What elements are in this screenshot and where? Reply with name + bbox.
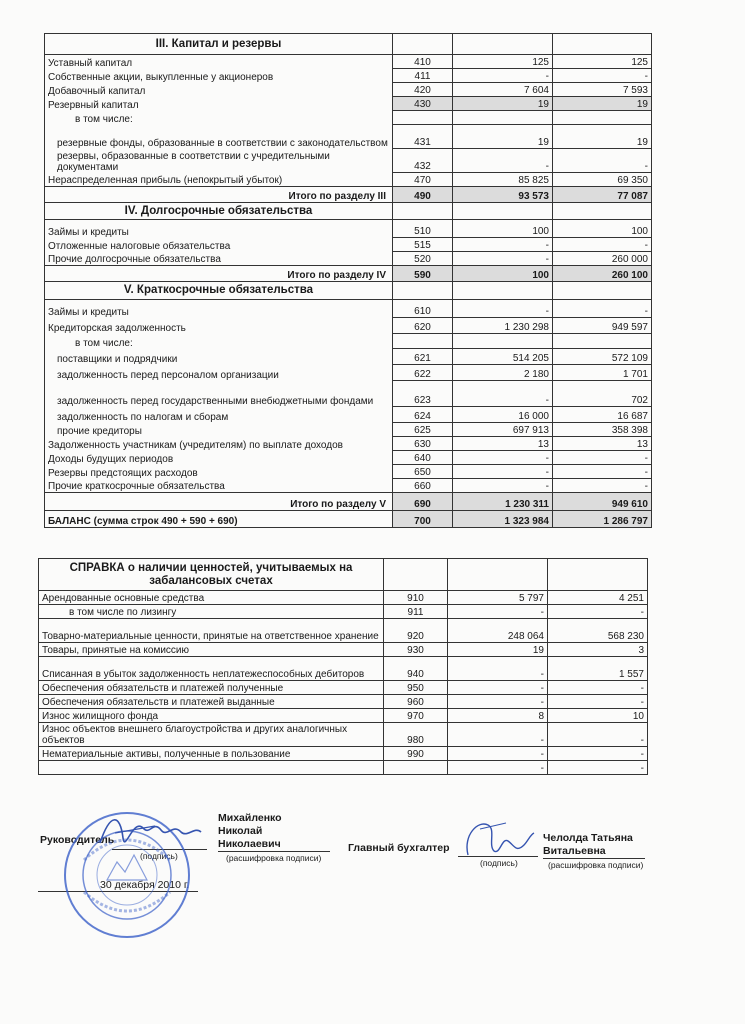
row-name: задолженность по налогам и сборам xyxy=(45,407,393,423)
row-name: Обеспечения обязательств и платежей полученные xyxy=(39,681,384,695)
empty-cell xyxy=(453,203,553,220)
table-row xyxy=(39,681,648,695)
table-row xyxy=(39,761,648,775)
row-name: Уставный капитал xyxy=(45,55,393,69)
row-value-end: 69 350 xyxy=(553,173,652,187)
row-code: 470 xyxy=(393,173,453,187)
row-name: Добавочный капитал xyxy=(45,83,393,97)
row-name: Нематериальные активы, полученные в пользование xyxy=(39,747,384,761)
table-row xyxy=(45,125,652,149)
row-value-start: - xyxy=(453,252,553,266)
row-name: Займы и кредиты xyxy=(45,220,393,238)
head-signature-caption: (подпись) xyxy=(140,851,178,861)
row-value-start: 19 xyxy=(453,125,553,149)
row-value-start: - xyxy=(448,695,548,709)
row-name xyxy=(39,761,384,775)
row-value-start: 7 604 xyxy=(453,83,553,97)
row-code: 911 xyxy=(384,605,448,619)
row-value-start: 248 064 xyxy=(448,619,548,643)
accountant-signature xyxy=(458,815,538,863)
row-name: Резервы предстоящих расходов xyxy=(45,465,393,479)
empty-cell xyxy=(393,282,453,300)
total-label: Итого по разделу III xyxy=(45,187,393,203)
row-name: прочие кредиторы xyxy=(45,423,393,437)
row-value-end: 358 398 xyxy=(553,423,652,437)
row-value-start: 1 230 298 xyxy=(453,318,553,334)
row-name: Износ объектов внешнего благоустройства и других аналогичных объектов xyxy=(39,723,384,747)
row-value-end: - xyxy=(553,479,652,493)
empty-cell xyxy=(453,282,553,300)
row-value-start xyxy=(453,334,553,349)
row-name: Собственные акции, выкупленные у акционеров xyxy=(45,69,393,83)
row-code: 990 xyxy=(384,747,448,761)
row-value-start: 125 xyxy=(453,55,553,69)
row-value-start: - xyxy=(448,657,548,681)
row-value-end: - xyxy=(548,681,648,695)
total-value-start: 93 573 xyxy=(453,187,553,203)
row-code: 930 xyxy=(384,643,448,657)
section5-header-row xyxy=(45,282,652,300)
off-balance-reference-table xyxy=(38,558,648,775)
row-code: 660 xyxy=(393,479,453,493)
empty-cell xyxy=(393,203,453,220)
accountant-decode-caption: (расшифровка подписи) xyxy=(548,860,644,870)
total-value-end: 260 100 xyxy=(553,266,652,282)
row-value-start xyxy=(453,111,553,125)
row-value-end: - xyxy=(548,747,648,761)
table-row xyxy=(45,238,652,252)
row-value-end: - xyxy=(548,761,648,775)
row-value-end: - xyxy=(548,695,648,709)
balance-code: 700 xyxy=(393,511,453,528)
row-value-end: 4 251 xyxy=(548,591,648,605)
table-row xyxy=(45,252,652,266)
row-name: Прочие краткосрочные обязательства xyxy=(45,479,393,493)
row-value-end: 260 000 xyxy=(553,252,652,266)
empty-cell xyxy=(448,559,548,591)
row-code: 950 xyxy=(384,681,448,695)
row-value-end: 3 xyxy=(548,643,648,657)
empty-cell xyxy=(393,34,453,55)
row-value-start: - xyxy=(453,451,553,465)
row-value-start: 697 913 xyxy=(453,423,553,437)
row-value-end: 10 xyxy=(548,709,648,723)
row-code: 520 xyxy=(393,252,453,266)
total-value-end: 77 087 xyxy=(553,187,652,203)
head-decode-line xyxy=(218,851,330,852)
row-name: Износ жилищного фонда xyxy=(39,709,384,723)
row-code: 432 xyxy=(393,149,453,173)
reference-title: СПРАВКА о наличии ценностей, учитываемых на забалансовых счетах xyxy=(39,559,384,591)
row-name: Нераспределенная прибыль (непокрытый убыток) xyxy=(45,173,393,187)
row-code: 411 xyxy=(393,69,453,83)
empty-cell xyxy=(553,282,652,300)
total-code: 690 xyxy=(393,493,453,511)
row-value-end: - xyxy=(548,605,648,619)
row-code: 420 xyxy=(393,83,453,97)
row-value-start: - xyxy=(453,300,553,318)
row-value-end: 568 230 xyxy=(548,619,648,643)
table-row xyxy=(45,111,652,125)
head-name xyxy=(218,812,282,851)
section4-total-row xyxy=(45,266,652,282)
row-value-end: 19 xyxy=(553,97,652,111)
row-value-end xyxy=(553,111,652,125)
row-value-start: 19 xyxy=(453,97,553,111)
table-row xyxy=(45,381,652,407)
row-value-start: - xyxy=(453,69,553,83)
row-value-start: 13 xyxy=(453,437,553,451)
row-value-end: - xyxy=(553,149,652,173)
table-row xyxy=(45,97,652,111)
row-value-end: 7 593 xyxy=(553,83,652,97)
table-row xyxy=(39,723,648,747)
row-name: Арендованные основные средства xyxy=(39,591,384,605)
accountant-decode-line xyxy=(543,858,645,859)
row-value-end: - xyxy=(553,300,652,318)
table-row xyxy=(45,55,652,69)
row-value-start: 2 180 xyxy=(453,365,553,381)
accountant-name-line1: Челолда Татьяна xyxy=(543,832,633,844)
row-name: резервные фонды, образованные в соответствии с законодательством xyxy=(45,125,393,149)
row-value-end: 125 xyxy=(553,55,652,69)
row-name: Прочие долгосрочные обязательства xyxy=(45,252,393,266)
row-code: 910 xyxy=(384,591,448,605)
row-code: 430 xyxy=(393,97,453,111)
row-value-end xyxy=(553,334,652,349)
row-name: Списанная в убыток задолженность неплатежеспособных дебиторов xyxy=(39,657,384,681)
row-value-start: 8 xyxy=(448,709,548,723)
row-name: в том числе: xyxy=(45,334,393,349)
row-code: 980 xyxy=(384,723,448,747)
accountant-label: Главный бухгалтер xyxy=(348,842,450,854)
row-code xyxy=(384,761,448,775)
table-row xyxy=(39,747,648,761)
row-value-end: 13 xyxy=(553,437,652,451)
row-value-end: 100 xyxy=(553,220,652,238)
total-code: 590 xyxy=(393,266,453,282)
row-value-start: - xyxy=(453,238,553,252)
row-value-start: - xyxy=(448,681,548,695)
row-code: 970 xyxy=(384,709,448,723)
head-name-line1: Михайленко xyxy=(218,812,282,824)
table-row xyxy=(45,349,652,365)
row-value-end: 19 xyxy=(553,125,652,149)
balance-value-start: 1 323 984 xyxy=(453,511,553,528)
row-value-start: - xyxy=(448,723,548,747)
row-code: 640 xyxy=(393,451,453,465)
table-row xyxy=(45,220,652,238)
row-value-start: 514 205 xyxy=(453,349,553,365)
table-row xyxy=(39,643,648,657)
table-row xyxy=(45,69,652,83)
table-row xyxy=(45,465,652,479)
total-value-start: 1 230 311 xyxy=(453,493,553,511)
total-value-end: 949 610 xyxy=(553,493,652,511)
section4-header-row xyxy=(45,203,652,220)
table-row xyxy=(45,173,652,187)
row-code: 630 xyxy=(393,437,453,451)
row-code: 621 xyxy=(393,349,453,365)
row-code: 920 xyxy=(384,619,448,643)
row-name: Задолженность участникам (учредителям) по выплате доходов xyxy=(45,437,393,451)
section4-title: IV. Долгосрочные обязательства xyxy=(45,203,393,220)
section3-title: III. Капитал и резервы xyxy=(45,34,393,55)
row-code: 622 xyxy=(393,365,453,381)
total-label: Итого по разделу V xyxy=(45,493,393,511)
row-code: 940 xyxy=(384,657,448,681)
table-row xyxy=(45,300,652,318)
table-row xyxy=(39,619,648,643)
row-value-start: - xyxy=(453,149,553,173)
row-name: Кредиторская задолженность xyxy=(45,318,393,334)
row-value-end: 16 687 xyxy=(553,407,652,423)
head-name-line3: Николаевич xyxy=(218,838,281,850)
row-code: 431 xyxy=(393,125,453,149)
total-value-start: 100 xyxy=(453,266,553,282)
row-value-start: - xyxy=(448,747,548,761)
table-row xyxy=(39,605,648,619)
row-name: Резервный капитал xyxy=(45,97,393,111)
row-name: поставщики и подрядчики xyxy=(45,349,393,365)
table-row xyxy=(45,437,652,451)
section3-total-row xyxy=(45,187,652,203)
table-row xyxy=(45,334,652,349)
empty-cell xyxy=(384,559,448,591)
row-name: Товары, принятые на комиссию xyxy=(39,643,384,657)
empty-cell xyxy=(548,559,648,591)
accountant-signature-caption: (подпись) xyxy=(480,858,518,868)
table-row xyxy=(45,149,652,173)
row-name: задолженность перед персоналом организации xyxy=(45,365,393,381)
row-value-start: - xyxy=(453,381,553,407)
table-row xyxy=(39,591,648,605)
empty-cell xyxy=(553,34,652,55)
row-code: 623 xyxy=(393,381,453,407)
row-name: Займы и кредиты xyxy=(45,300,393,318)
row-value-start: - xyxy=(453,479,553,493)
row-value-start: 5 797 xyxy=(448,591,548,605)
row-code xyxy=(393,111,453,125)
row-value-start: 85 825 xyxy=(453,173,553,187)
row-value-end: 702 xyxy=(553,381,652,407)
row-value-end: - xyxy=(553,238,652,252)
balance-label: БАЛАНС (сумма строк 490 + 590 + 690) xyxy=(45,511,393,528)
head-decode-caption: (расшифровка подписи) xyxy=(226,853,322,863)
head-signature xyxy=(95,808,205,858)
row-code xyxy=(393,334,453,349)
balance-value-end: 1 286 797 xyxy=(553,511,652,528)
row-value-start: - xyxy=(453,465,553,479)
row-code: 620 xyxy=(393,318,453,334)
row-name: Обеспечения обязательств и платежей выданные xyxy=(39,695,384,709)
table-row xyxy=(45,451,652,465)
table-row xyxy=(39,657,648,681)
row-value-start: 16 000 xyxy=(453,407,553,423)
row-value-end: - xyxy=(548,723,648,747)
row-code: 624 xyxy=(393,407,453,423)
row-name: в том числе: xyxy=(45,111,393,125)
row-code: 960 xyxy=(384,695,448,709)
row-code: 625 xyxy=(393,423,453,437)
row-value-end: 1 701 xyxy=(553,365,652,381)
head-label: Руководитель xyxy=(40,834,115,846)
row-name: Товарно-материальные ценности, принятые на ответственное хранение xyxy=(39,619,384,643)
section5-total-row xyxy=(45,493,652,511)
table-row xyxy=(39,695,648,709)
table-row xyxy=(45,407,652,423)
row-name: задолженность перед государственными внебюджетными фондами xyxy=(45,381,393,407)
row-value-end: - xyxy=(553,465,652,479)
row-code: 410 xyxy=(393,55,453,69)
row-name: Доходы будущих периодов xyxy=(45,451,393,465)
table-row xyxy=(45,423,652,437)
signing-date: 30 декабря 2010 г. xyxy=(100,879,190,891)
table-row xyxy=(45,479,652,493)
balance-liabilities-table xyxy=(44,33,652,528)
row-code: 610 xyxy=(393,300,453,318)
table-row xyxy=(45,318,652,334)
table-row xyxy=(45,83,652,97)
head-name-line2: Николай xyxy=(218,825,263,837)
balance-row xyxy=(45,511,652,528)
accountant-name-line2: Витальевна xyxy=(543,845,606,857)
total-code: 490 xyxy=(393,187,453,203)
empty-cell xyxy=(453,34,553,55)
empty-cell xyxy=(553,203,652,220)
row-code: 515 xyxy=(393,238,453,252)
table-row xyxy=(39,709,648,723)
section3-header-row xyxy=(45,34,652,55)
row-value-end: 949 597 xyxy=(553,318,652,334)
reference-header-row xyxy=(39,559,648,591)
row-value-start: 100 xyxy=(453,220,553,238)
row-value-end: 572 109 xyxy=(553,349,652,365)
row-value-start: - xyxy=(448,761,548,775)
accountant-name xyxy=(543,832,633,858)
section5-title: V. Краткосрочные обязательства xyxy=(45,282,393,300)
row-value-start: - xyxy=(448,605,548,619)
row-name: Отложенные налоговые обязательства xyxy=(45,238,393,252)
row-value-end: - xyxy=(553,69,652,83)
total-label: Итого по разделу IV xyxy=(45,266,393,282)
row-value-start: 19 xyxy=(448,643,548,657)
row-code: 510 xyxy=(393,220,453,238)
row-name: резервы, образованные в соответствии с учредительными документами xyxy=(45,149,393,173)
row-value-end: - xyxy=(553,451,652,465)
row-code: 650 xyxy=(393,465,453,479)
table-row xyxy=(45,365,652,381)
row-value-end: 1 557 xyxy=(548,657,648,681)
row-name: в том числе по лизингу xyxy=(39,605,384,619)
